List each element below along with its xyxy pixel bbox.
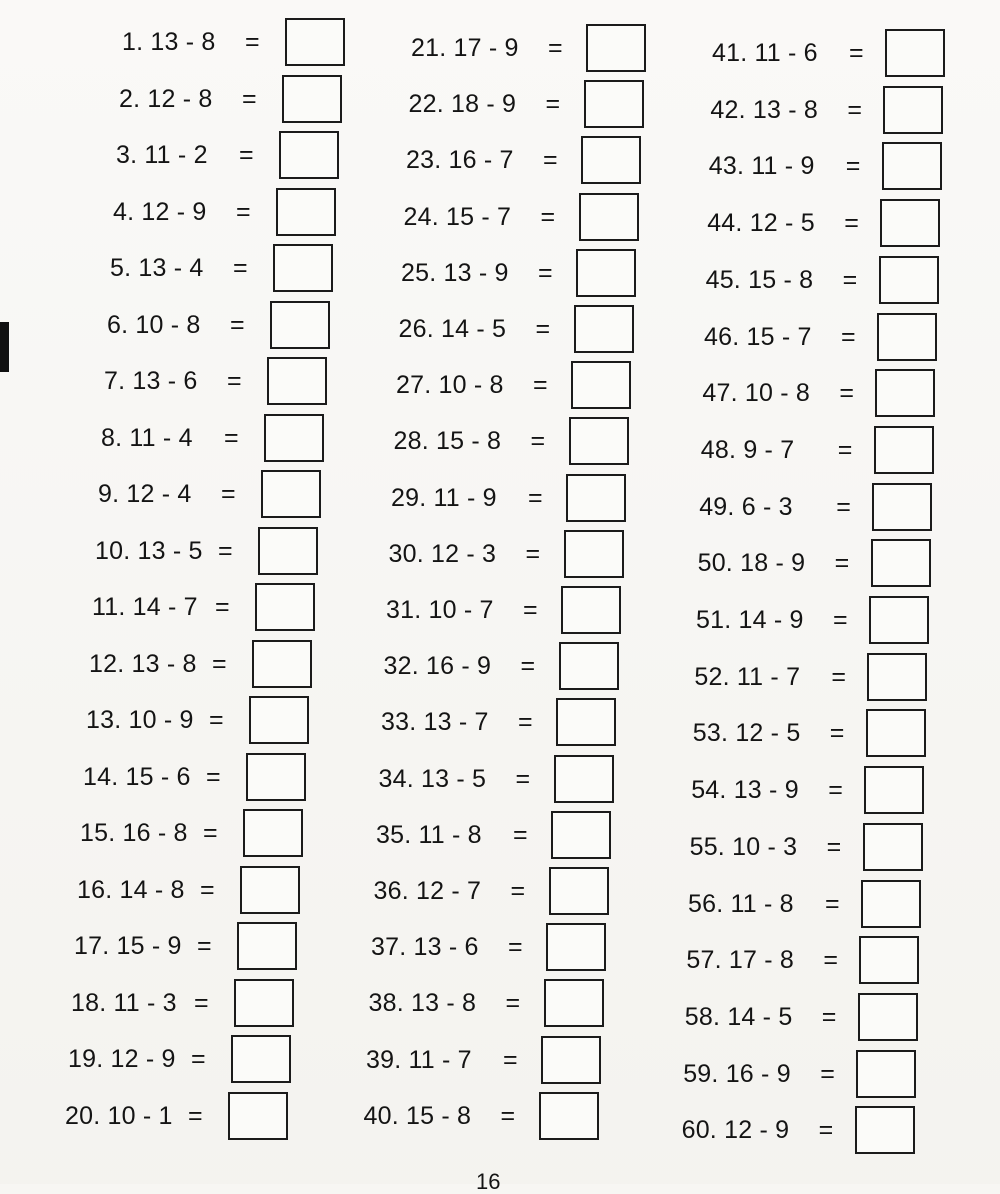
problem-number: 24. <box>403 202 439 231</box>
equals-sign: = <box>834 549 850 578</box>
equals-sign: = <box>215 593 230 621</box>
problem-expression-group <box>704 321 812 353</box>
problem-expression: 14 - 7 <box>132 593 198 621</box>
problem-number: 39. <box>366 1045 402 1074</box>
problem-number: 10. <box>95 536 131 565</box>
problem-expression-group <box>690 831 798 863</box>
problem-item <box>0 766 1000 818</box>
problem-expression: 13 - 8 <box>150 28 216 56</box>
answer-box[interactable] <box>880 199 940 247</box>
problem-number: 26. <box>398 315 434 343</box>
problem-item <box>0 29 1000 81</box>
problem-expression-group <box>694 661 800 693</box>
answer-box[interactable] <box>859 936 919 984</box>
problem-item <box>0 86 1000 138</box>
problem-number: 34. <box>378 764 414 793</box>
equals-sign: = <box>837 435 853 464</box>
problem-expression: 11 - 2 <box>144 141 208 169</box>
problem-number: 47. <box>702 379 738 408</box>
equals-sign: = <box>826 832 842 861</box>
problem-number: 4. <box>113 197 135 226</box>
problem-expression: 15 - 8 <box>748 265 814 294</box>
problem-number: 54. <box>691 776 727 805</box>
problem-number: 45. <box>705 265 741 294</box>
problem-expression: 12 - 5 <box>735 719 801 748</box>
problem-number: 12. <box>89 649 125 678</box>
problem-expression-group <box>712 37 818 69</box>
problem-number: 38. <box>368 989 404 1018</box>
problem-expression: 10 - 1 <box>107 1101 173 1130</box>
equals-sign: = <box>520 652 536 681</box>
problem-number: 23. <box>406 146 442 175</box>
equals-sign: = <box>831 662 846 691</box>
problem-expression: 15 - 7 <box>446 202 512 231</box>
problem-expression: 12 - 9 <box>724 1116 790 1145</box>
problem-expression: 12 - 8 <box>147 84 213 113</box>
answer-box[interactable] <box>879 256 939 304</box>
problem-number: 36. <box>373 877 409 905</box>
equals-sign: = <box>200 875 215 904</box>
equals-sign: = <box>194 988 209 1017</box>
problem-number: 22. <box>408 90 444 119</box>
problem-expression: 6 - 3 <box>741 492 793 521</box>
equals-sign: = <box>841 322 856 351</box>
problem-number: 14. <box>83 762 119 791</box>
problem-item <box>0 256 1000 308</box>
equals-sign: = <box>515 764 531 793</box>
problem-expression: 13 - 8 <box>752 95 819 124</box>
problem-number: 20. <box>65 1101 101 1130</box>
answer-box[interactable] <box>867 653 927 701</box>
problem-expression: 13 - 6 <box>132 367 198 395</box>
problem-expression: 15 - 6 <box>125 762 191 791</box>
problem-number: 46. <box>704 322 740 351</box>
problem-expression: 13 - 5 <box>421 764 487 793</box>
problem-number: 13. <box>86 706 122 734</box>
problem-expression: 14 - 5 <box>441 315 507 343</box>
problem-expression: 11 - 9 <box>751 152 815 181</box>
problem-expression-group <box>710 94 818 126</box>
problem-expression: 14 - 8 <box>119 875 185 904</box>
equals-sign: = <box>245 28 260 56</box>
equals-sign: = <box>844 209 859 238</box>
equals-sign: = <box>538 258 553 287</box>
problem-expression: 10 - 8 <box>744 379 811 408</box>
problem-expression: 10 - 9 <box>128 706 194 734</box>
problem-expression: 13 - 8 <box>131 649 197 678</box>
equals-sign: = <box>191 1045 206 1073</box>
problem-number: 58. <box>684 1002 721 1031</box>
problem-expression: 14 - 9 <box>738 606 804 634</box>
problem-number: 57. <box>686 946 722 975</box>
problem-expression-group <box>688 888 794 920</box>
problem-number: 52. <box>694 662 730 691</box>
equals-sign: = <box>543 146 558 175</box>
problem-item <box>0 423 1000 478</box>
equals-sign: = <box>233 254 248 282</box>
problem-number: 25. <box>401 258 437 287</box>
problem-item <box>0 1050 1000 1102</box>
answer-box[interactable] <box>885 29 945 77</box>
problem-expression: 13 - 9 <box>733 776 799 805</box>
problem-item <box>0 993 1000 1045</box>
problem-number: 53. <box>692 719 729 748</box>
equals-sign: = <box>513 820 528 849</box>
problem-expression: 18 - 9 <box>740 549 806 578</box>
problem-number: 15. <box>80 819 116 847</box>
answer-box[interactable] <box>871 539 931 587</box>
problem-expression-group <box>698 547 806 579</box>
problem-expression: 12 - 3 <box>431 539 497 568</box>
problem-expression-group <box>706 264 814 296</box>
problem-number: 3. <box>116 141 138 169</box>
problem-expression: 11 - 8 <box>730 889 794 918</box>
problem-number: 60. <box>681 1116 717 1145</box>
equals-sign: = <box>236 197 251 226</box>
problem-number: 59. <box>683 1059 719 1088</box>
problem-number: 31. <box>386 596 422 624</box>
equals-sign: = <box>825 889 840 918</box>
problem-item <box>0 142 1000 194</box>
problem-item <box>0 1106 1000 1158</box>
problem-number: 16. <box>77 875 113 904</box>
answer-box[interactable] <box>877 313 937 361</box>
problem-expression: 14 - 5 <box>727 1002 793 1031</box>
problem-expression: 13 - 7 <box>423 708 489 737</box>
problem-number: 5. <box>110 254 132 282</box>
equals-sign: = <box>836 492 851 521</box>
problem-expression: 11 - 8 <box>418 820 482 849</box>
equals-sign: = <box>230 310 245 339</box>
equals-sign: = <box>833 606 848 634</box>
answer-box[interactable] <box>869 596 929 644</box>
problem-expression: 12 - 9 <box>110 1045 176 1073</box>
equals-sign: = <box>821 1002 837 1031</box>
problem-number: 1. <box>122 28 144 56</box>
problem-expression: 15 - 9 <box>116 932 182 960</box>
answer-box[interactable] <box>883 86 943 134</box>
equals-sign: = <box>224 423 239 452</box>
problem-expression: 16 - 8 <box>122 819 188 847</box>
problem-expression: 11 - 9 <box>433 483 497 512</box>
problem-number: 8. <box>101 423 123 452</box>
problem-expression: 15 - 8 <box>406 1101 472 1130</box>
problem-expression-group <box>702 377 810 409</box>
problem-expression: 16 - 9 <box>725 1059 791 1088</box>
problem-expression: 18 - 9 <box>451 90 517 119</box>
problem-number: 42. <box>710 95 746 124</box>
page-number: 16 <box>476 1169 501 1194</box>
answer-box[interactable] <box>858 993 918 1041</box>
problem-expression: 11 - 7 <box>408 1045 472 1074</box>
problem-expression-group <box>691 774 799 806</box>
problem-number: 43. <box>708 152 745 181</box>
problem-number: 48. <box>700 435 737 464</box>
problem-expression: 12 - 4 <box>126 480 192 508</box>
problem-expression: 12 - 5 <box>749 209 815 238</box>
equals-sign: = <box>828 776 843 805</box>
problem-number: 51. <box>696 606 732 634</box>
equals-sign: = <box>845 152 861 181</box>
problem-expression: 9 - 7 <box>743 435 795 464</box>
problem-expression-group <box>707 207 815 239</box>
problem-number: 37. <box>371 933 407 962</box>
problem-expression-group <box>682 1114 790 1146</box>
equals-sign: = <box>823 946 838 975</box>
problem-expression: 15 - 8 <box>436 427 502 456</box>
answer-box[interactable] <box>864 766 924 814</box>
answer-box[interactable] <box>882 142 942 190</box>
equals-sign: = <box>528 483 543 512</box>
equals-sign: = <box>545 90 561 119</box>
equals-sign: = <box>510 877 526 905</box>
equals-sign: = <box>530 427 546 456</box>
problem-number: 44. <box>707 209 743 238</box>
problem-number: 55. <box>689 832 725 861</box>
equals-sign: = <box>533 371 548 400</box>
answer-box[interactable] <box>861 880 921 928</box>
problem-expression: 15 - 7 <box>746 322 812 351</box>
problem-expression: 11 - 3 <box>113 988 177 1017</box>
problem-number: 6. <box>107 310 129 339</box>
problem-expression: 13 - 8 <box>411 989 477 1018</box>
problem-expression: 10 - 3 <box>732 832 798 861</box>
problem-number: 9. <box>98 480 120 508</box>
problem-expression-group <box>701 434 795 466</box>
problem-number: 7. <box>104 367 126 395</box>
problem-number: 50. <box>697 549 733 578</box>
equals-sign: = <box>206 762 221 791</box>
problem-expression-group <box>683 1058 791 1090</box>
problem-expression: 16 - 9 <box>426 652 492 681</box>
problem-expression: 11 - 4 <box>129 423 193 452</box>
problem-expression-group <box>693 717 801 749</box>
problem-number: 30. <box>388 539 424 568</box>
equals-sign: = <box>209 706 224 734</box>
problem-expression: 12 - 7 <box>416 877 482 905</box>
problem-expression: 11 - 7 <box>736 662 801 691</box>
equals-sign: = <box>525 539 541 568</box>
equals-sign: = <box>839 379 854 408</box>
equals-sign: = <box>197 932 212 960</box>
problem-number: 33. <box>381 708 417 737</box>
problem-expression: 13 - 6 <box>413 933 479 962</box>
problem-expression: 13 - 5 <box>137 536 203 565</box>
equals-sign: = <box>849 39 864 67</box>
problem-expression: 10 - 8 <box>135 310 201 339</box>
equals-sign: = <box>540 202 556 231</box>
problem-number: 28. <box>393 427 429 456</box>
problem-number: 21. <box>411 34 447 62</box>
problem-number: 2. <box>119 84 141 113</box>
problem-expression: 10 - 8 <box>438 371 504 400</box>
equals-sign: = <box>227 367 242 395</box>
equals-sign: = <box>829 719 845 748</box>
equals-sign: = <box>503 1045 518 1074</box>
problem-number: 17. <box>74 932 110 960</box>
problem-number: 41. <box>712 39 748 67</box>
equals-sign: = <box>505 989 521 1018</box>
problem-expression-group <box>686 944 794 976</box>
answer-box[interactable] <box>866 709 926 757</box>
problem-expression-group <box>696 604 804 636</box>
equals-sign: = <box>820 1059 835 1088</box>
equals-sign: = <box>242 84 257 113</box>
problem-expression: 17 - 9 <box>453 34 519 62</box>
problem-item <box>0 199 1000 251</box>
equals-sign: = <box>518 708 533 737</box>
problem-number: 40. <box>363 1101 399 1130</box>
problem-expression: 17 - 8 <box>728 946 795 975</box>
problem-number: 49. <box>699 492 735 521</box>
problem-expression: 16 - 7 <box>448 146 514 175</box>
answer-box[interactable] <box>856 1050 916 1098</box>
problem-expression: 10 - 7 <box>428 596 494 624</box>
answer-box[interactable] <box>872 483 932 531</box>
problem-number: 18. <box>71 988 107 1017</box>
equals-sign: = <box>500 1101 516 1130</box>
problem-item <box>0 596 1000 648</box>
problem-expression: 11 - 6 <box>754 39 818 67</box>
problem-expression: 12 - 9 <box>141 197 207 226</box>
answer-box[interactable] <box>863 823 923 871</box>
problem-item <box>0 310 1000 365</box>
equals-sign: = <box>212 649 227 678</box>
equals-sign: = <box>218 536 233 565</box>
equals-sign: = <box>847 95 862 124</box>
problem-number: 35. <box>376 820 412 849</box>
problem-number: 27. <box>396 371 432 400</box>
equals-sign: = <box>188 1101 203 1130</box>
problem-expression-group <box>685 1001 793 1033</box>
equals-sign: = <box>508 933 523 962</box>
equals-sign: = <box>239 141 254 169</box>
problem-number: 32. <box>383 652 419 681</box>
equals-sign: = <box>535 315 551 343</box>
problem-item <box>0 536 1000 591</box>
equals-sign: = <box>842 265 858 294</box>
problem-number: 56. <box>688 889 724 918</box>
problem-item <box>0 653 1000 705</box>
problem-number: 19. <box>68 1045 104 1073</box>
problem-number: 29. <box>391 483 427 512</box>
problem-item <box>0 936 1000 988</box>
equals-sign: = <box>203 819 218 847</box>
problem-expression: 13 - 9 <box>443 258 509 287</box>
equals-sign: = <box>523 596 538 624</box>
problem-number: 11. <box>92 593 126 621</box>
problem-item <box>0 483 1000 535</box>
problem-expression: 13 - 4 <box>138 254 204 282</box>
answer-box[interactable] <box>875 369 935 417</box>
problem-item <box>0 880 1000 932</box>
problem-item <box>0 709 1000 761</box>
problem-expression-group <box>709 150 815 182</box>
equals-sign: = <box>548 34 563 62</box>
answer-box[interactable] <box>874 426 934 474</box>
answer-box[interactable] <box>855 1106 915 1154</box>
problem-item <box>0 369 1000 421</box>
problem-item <box>0 820 1000 875</box>
equals-sign: = <box>221 480 236 508</box>
equals-sign: = <box>818 1116 834 1145</box>
problem-expression-group <box>699 491 793 523</box>
